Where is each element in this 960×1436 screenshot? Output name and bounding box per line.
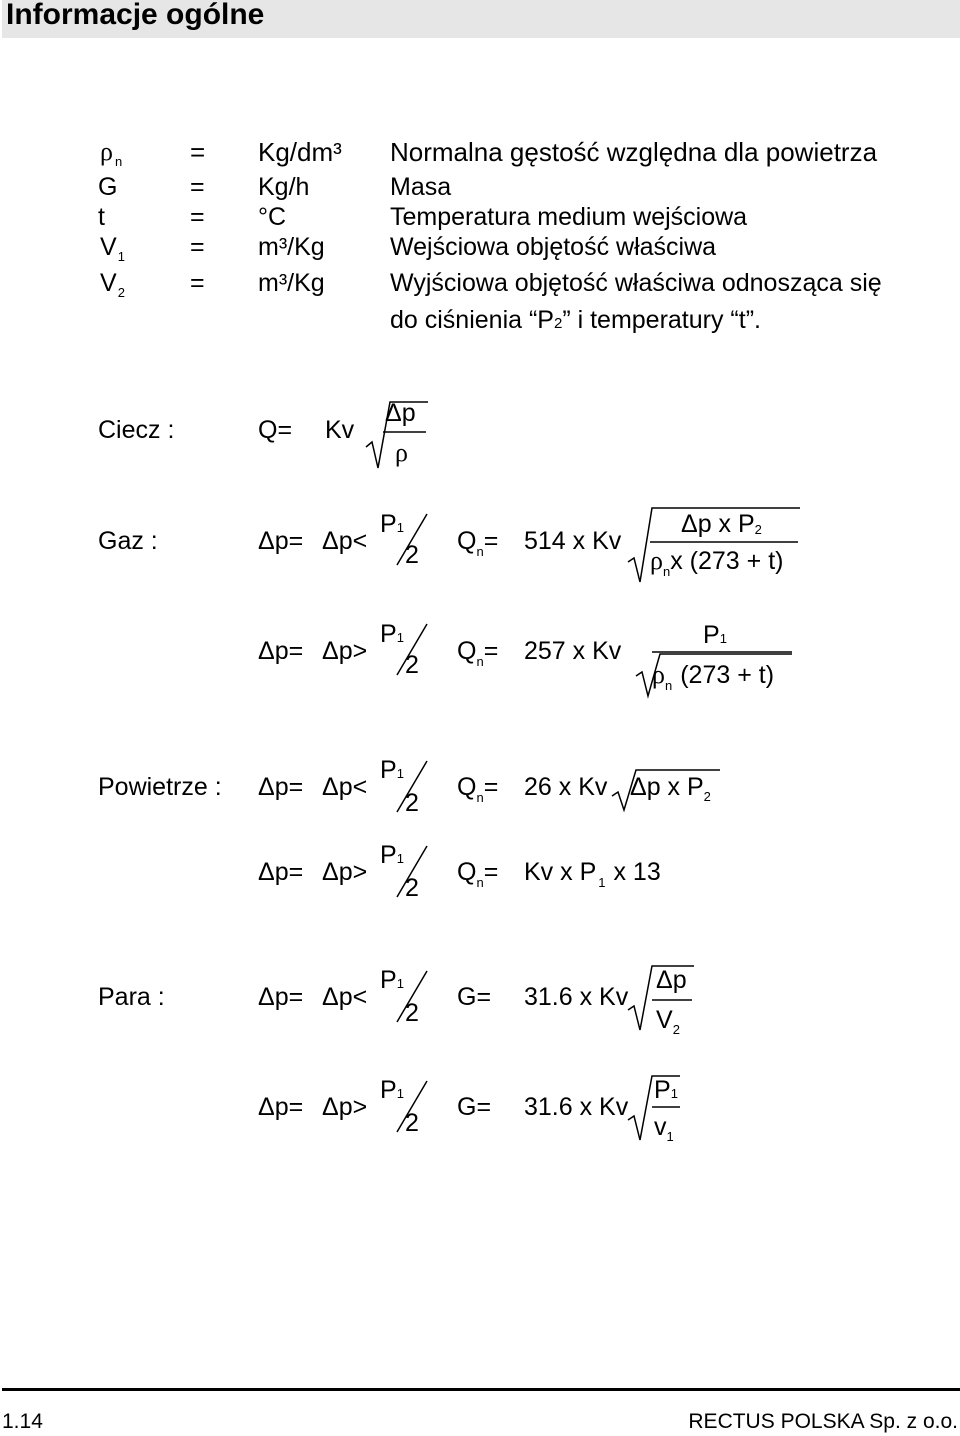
def-unit: Kg/h <box>258 173 310 201</box>
two-denominator: 2 <box>405 651 419 679</box>
p1-numerator: P1 <box>380 756 404 784</box>
def-desc: Wejściowa objętość właściwa <box>390 233 717 261</box>
numerator-dp-p2: Δp x P2 <box>681 510 762 538</box>
fraction-slash <box>397 624 427 675</box>
numerator-p1: P1 <box>703 621 727 649</box>
numerator-dp: Δp <box>385 399 416 427</box>
dp-less: Δp< <box>322 527 368 555</box>
dp-greater: Δp> <box>322 637 368 665</box>
section-label-ciecz: Ciecz : <box>98 416 175 444</box>
q-equals: Q= <box>258 416 293 444</box>
def-eq: = <box>190 137 206 167</box>
fraction-slash <box>397 971 427 1022</box>
def-eq: = <box>190 269 205 297</box>
section-label-para: Para : <box>98 983 165 1011</box>
coef-26: 26 x Kv <box>524 773 608 801</box>
coef-257: 257 x Kv <box>524 637 622 665</box>
qn-label: $Q_n=$ <box>457 858 499 890</box>
two-denominator: 2 <box>405 541 419 569</box>
company-name: RECTUS POLSKA Sp. z o.o. <box>688 1410 958 1433</box>
denominator-rho-n: $\rho_n$ (273 + t) <box>652 660 775 693</box>
dp-equals: Δp= <box>258 773 304 801</box>
radical-sign <box>628 966 694 1030</box>
numerator-dp: Δp <box>656 966 687 994</box>
section-label-powietrze: Powietrze : <box>98 773 222 801</box>
two-denominator: 2 <box>405 789 419 817</box>
fraction-slash <box>397 1081 427 1132</box>
kv-x-p1-x-13: Kv x P $_1$ x 13 <box>524 858 661 890</box>
radical-sign <box>612 770 720 810</box>
def-eq: = <box>190 173 205 201</box>
def-desc: Masa <box>390 173 452 201</box>
dp-equals: Δp= <box>258 637 304 665</box>
dp-equals: Δp= <box>258 983 304 1011</box>
radical-sign <box>628 508 800 582</box>
fraction-slash <box>397 846 427 897</box>
qn-label: $Q_n=$ <box>457 637 499 669</box>
radical-sign <box>628 1076 680 1140</box>
def-unit: m³/Kg <box>258 269 325 297</box>
p1-numerator: P1 <box>380 620 404 648</box>
coef-514: 514 x Kv <box>524 527 622 555</box>
denominator-rho-n: $\rho_nx$ (273 + t) <box>650 546 784 579</box>
g-equals: G= <box>457 983 492 1011</box>
def-desc: Normalna gęstość względna dla powietrza <box>390 137 878 167</box>
dp-greater: Δp> <box>322 1093 368 1121</box>
p1-numerator: P1 <box>380 1076 404 1104</box>
p1-numerator: P1 <box>380 510 404 538</box>
radicand-dp-p2: Δp x $P_2$ <box>630 773 711 804</box>
numerator-p1: P1 <box>654 1076 678 1104</box>
denominator-rho: ρ <box>395 438 408 467</box>
coef-31-6: 31.6 x Kv <box>524 1093 629 1121</box>
page-title: Informacje ogólne <box>6 0 265 31</box>
def-desc-continuation: do ciśnienia “P2” i temperatury “t”. <box>390 306 761 334</box>
dp-less: Δp< <box>322 773 368 801</box>
footer-rule <box>2 1388 960 1391</box>
def-eq: = <box>190 233 205 261</box>
two-denominator: 2 <box>405 874 419 902</box>
dp-equals: Δp= <box>258 527 304 555</box>
two-denominator: 2 <box>405 1109 419 1137</box>
fraction-slash <box>397 514 427 565</box>
def-eq: = <box>190 203 205 231</box>
def-unit: Kg/dm³ <box>258 137 342 167</box>
def-symbol-rho: ρ $_n$ <box>100 137 123 169</box>
def-symbol-g: G <box>98 173 118 201</box>
def-symbol-v1: $V_1$ <box>100 233 125 264</box>
coef-31-6: 31.6 x Kv <box>524 983 629 1011</box>
dp-less: Δp< <box>322 983 368 1011</box>
two-denominator: 2 <box>405 999 419 1027</box>
p1-numerator: P1 <box>380 841 404 869</box>
radical-sign <box>636 654 792 696</box>
dp-equals: Δp= <box>258 858 304 886</box>
p1-numerator: P1 <box>380 966 404 994</box>
kv-label: Kv <box>325 416 355 444</box>
page-number: 1.14 <box>2 1410 43 1433</box>
def-symbol-t: t <box>98 203 105 231</box>
denominator-v1: $v_1$ <box>654 1113 674 1144</box>
denominator-v2: $V_2$ <box>656 1006 680 1037</box>
def-desc: Wyjściowa objętość właściwa odnosząca się <box>390 269 882 297</box>
def-symbol-v2: $V_2$ <box>100 269 125 300</box>
dp-equals: Δp= <box>258 1093 304 1121</box>
fraction-slash <box>397 761 427 812</box>
section-label-gaz: Gaz : <box>98 527 158 555</box>
radical-sign <box>366 402 428 468</box>
dp-greater: Δp> <box>322 858 368 886</box>
def-unit: °C <box>258 203 287 231</box>
qn-label: $Q_n=$ <box>457 527 499 559</box>
qn-label: $Q_n=$ <box>457 773 499 805</box>
def-unit: m³/Kg <box>258 233 325 261</box>
def-desc: Temperatura medium wejściowa <box>390 203 748 231</box>
g-equals: G= <box>457 1093 492 1121</box>
